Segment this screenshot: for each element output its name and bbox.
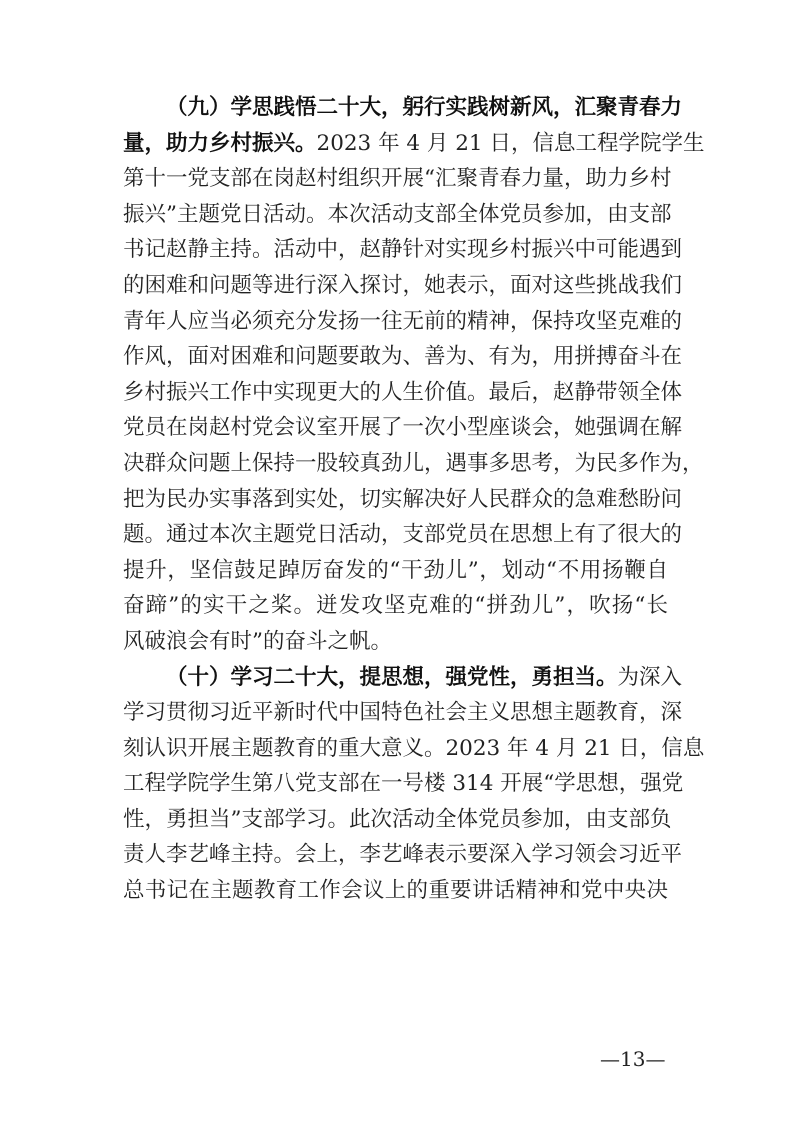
line-text: 学习贯彻习近平新时代中国特色社会主义思想主题教育，深 bbox=[123, 700, 683, 726]
text-line bbox=[123, 873, 668, 909]
text-line bbox=[123, 304, 683, 340]
text-line bbox=[123, 588, 668, 624]
section-heading-10: （十）学习二十大，提思想，强党性，勇担当。 bbox=[166, 664, 618, 690]
page-number: —13— bbox=[600, 1047, 666, 1071]
text-line bbox=[123, 268, 683, 304]
section-heading-9-cont: 量，助力乡村振兴。 bbox=[123, 130, 317, 156]
line-text: 风破浪会有时”的奋斗之帆。 bbox=[123, 628, 392, 654]
text-line bbox=[123, 482, 683, 518]
line-text: 性，勇担当”支部学习。此次活动全体党员参加，由支部负 bbox=[123, 806, 672, 832]
line-text: 书记赵静主持。活动中，赵静针对实现乡村振兴中可能遇到 bbox=[123, 237, 683, 263]
line-text: 责人李艺峰主持。会上，李艺峰表示要深入学习领会习近平 bbox=[123, 842, 683, 868]
line-text: 总书记在主题教育工作会议上的重要讲话精神和党中央决 bbox=[123, 878, 668, 904]
line-text: 为深入 bbox=[617, 664, 683, 690]
text-line bbox=[123, 197, 672, 233]
line-text: 工程学院学生第八党支部在一号楼 314 开展“学思想，强党 bbox=[123, 771, 684, 797]
line-text: 振兴”主题党日活动。本次活动支部全体党员参加，由支部 bbox=[123, 201, 672, 227]
text-line bbox=[123, 802, 672, 838]
text-line bbox=[123, 161, 672, 197]
line-text: 2023 年 4 月 21 日，信息工程学院学生 bbox=[316, 130, 705, 156]
text-line bbox=[123, 624, 668, 660]
text-line bbox=[123, 731, 705, 767]
text-line bbox=[123, 446, 704, 482]
text-line bbox=[123, 232, 683, 268]
line-text: 青年人应当必须充分发扬一往无前的精神，保持攻坚克难的 bbox=[123, 308, 683, 334]
line-text: 第十一党支部在岗赵村组织开展“汇聚青春力量，助力乡村 bbox=[123, 166, 672, 192]
text-line bbox=[123, 553, 668, 589]
line-text: 作风，面对困难和问题要敢为、善为、有为，用拼搏奋斗在 bbox=[123, 344, 683, 370]
text-line bbox=[123, 766, 684, 802]
body-text bbox=[123, 90, 705, 909]
line-text: 刻认识开展主题教育的重大意义。2023 年 4 月 21 日，信息 bbox=[123, 735, 705, 761]
line-text: 乡村振兴工作中实现更大的人生价值。最后，赵静带领全体 bbox=[123, 379, 683, 405]
line-text: 奋蹄”的实干之桨。迸发攻坚克难的“拼劲儿”，吹扬“长 bbox=[123, 593, 668, 619]
text-line bbox=[123, 339, 683, 375]
text-line bbox=[123, 660, 683, 696]
line-text: 把为民办实事落到实处，切实解决好人民群众的急难愁盼问 bbox=[123, 486, 683, 512]
line-text: 提升，坚信鼓足踔厉奋发的“干劲儿”，划动“不用扬鞭自 bbox=[123, 557, 668, 583]
text-line bbox=[123, 126, 705, 162]
text-line bbox=[123, 410, 683, 446]
text-line bbox=[123, 837, 683, 873]
line-text: 决群众问题上保持一股较真劲儿，遇事多思考，为民多作为， bbox=[123, 450, 704, 476]
section-heading-9: （九）学思践悟二十大，躬行实践树新风，汇聚青春力 bbox=[166, 95, 683, 120]
text-line bbox=[123, 695, 683, 731]
line-text: 的困难和问题等进行深入探讨，她表示，面对这些挑战我们 bbox=[123, 272, 683, 298]
text-line bbox=[123, 90, 683, 126]
text-line bbox=[123, 517, 683, 553]
line-text: 题。通过本次主题党日活动，支部党员在思想上有了很大的 bbox=[123, 522, 683, 548]
line-text: 党员在岗赵村党会议室开展了一次小型座谈会，她强调在解 bbox=[123, 415, 683, 441]
text-line bbox=[123, 375, 683, 411]
